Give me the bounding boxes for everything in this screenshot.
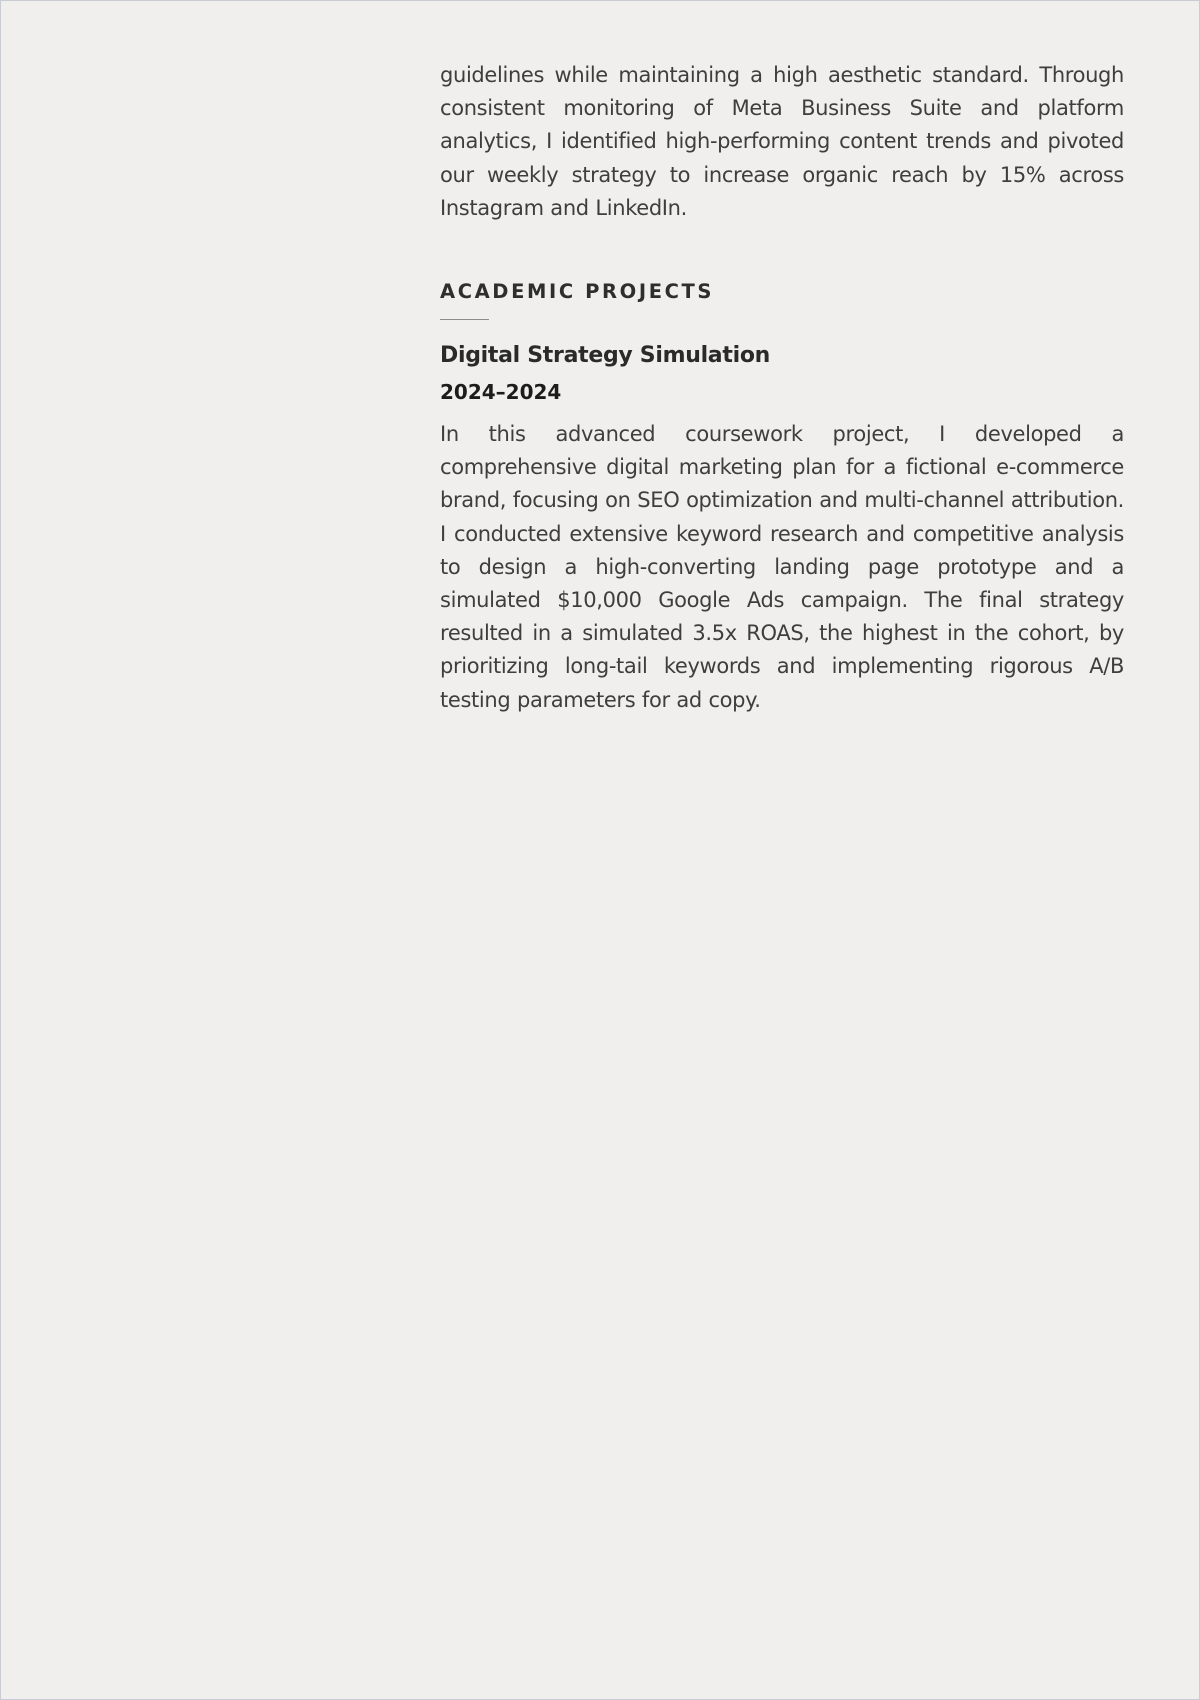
academic-projects-section bbox=[440, 279, 1124, 717]
project-description: In this advanced coursework project, I developed a comprehensive digital marketing plan for a fictional e-commerce brand, focusing on SEO optimization and multi-channel attribution. I conducted extensive keyword research and competitive analysis to design a high-converting landing page prototype and a simulated $10,000 Google Ads campaign. The final strategy resulted in a simulated 3.5x ROAS, the highest in the cohort, by prioritizing long-tail keywords and implementing rigorous A/B testing parameters for ad copy. bbox=[440, 422, 1124, 712]
project-entry bbox=[440, 341, 1124, 717]
experience-description-continued: guidelines while maintaining a high aesthetic standard. Through consistent monitoring of Meta Business Suite and platform analytics, I identified high-performing content trends and pivoted our weekly strategy to increase organic reach by 15% across Instagram and LinkedIn. bbox=[440, 63, 1124, 220]
main-column bbox=[440, 59, 1124, 717]
project-dates: 2024–2024 bbox=[440, 380, 562, 405]
project-title: Digital Strategy Simulation bbox=[440, 343, 770, 369]
section-heading-academic-projects: ACADEMIC PROJECTS bbox=[440, 280, 715, 304]
section-divider bbox=[440, 319, 489, 320]
